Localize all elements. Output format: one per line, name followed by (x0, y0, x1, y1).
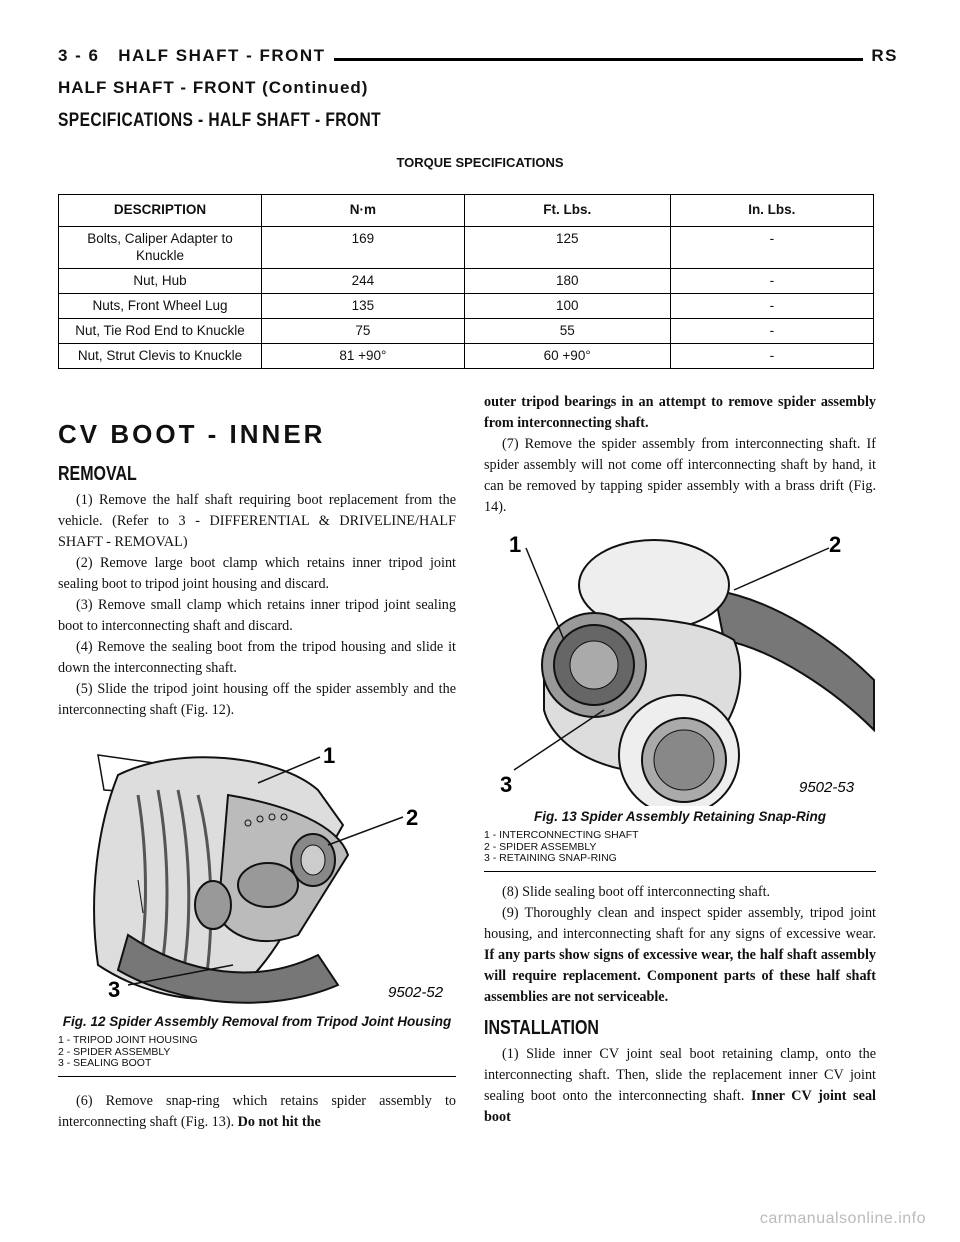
table-cell: - (670, 269, 873, 294)
legend-item: 3 - RETAINING SNAP-RING (484, 852, 617, 864)
table-cell: 55 (464, 319, 670, 344)
table-cell: - (670, 344, 873, 369)
torque-table-title: TORQUE SPECIFICATIONS (396, 155, 564, 170)
removal-step-7: (7) Remove the spider assembly from interconnecting shaft. If spider assembly will not come off interconnecting shaft by hand, it can be removed by tapping spider assembly with a brass drift (Fig. 14). (484, 436, 876, 515)
specifications-title: SPECIFICATIONS - HALF SHAFT - FRONT (58, 110, 382, 131)
table-cell: 244 (262, 269, 465, 294)
step6-continuation-spacer: outer tripod bearings in an attempt to remove spider assembly from interconnecting shaft. (484, 394, 876, 431)
torque-table (58, 194, 874, 369)
fig12-callout-3: 3 (108, 977, 121, 1002)
column-header: In. Lbs. (670, 195, 873, 227)
figure-12 (58, 735, 456, 1077)
table-cell: 75 (262, 319, 465, 344)
table-cell: Bolts, Caliper Adapter to Knuckle (59, 227, 262, 269)
right-column (484, 392, 876, 1128)
section-title: HALF SHAFT - FRONT (118, 46, 326, 65)
table-cell: 125 (464, 227, 670, 269)
removal-step-4: (4) Remove the sealing boot from the tripod housing and slide it down the interconnecting shaft. (58, 639, 456, 676)
watermark: carmanualsonline.info (759, 1210, 926, 1227)
removal-step-9 (484, 903, 876, 1008)
fig13-code: 9502-53 (799, 779, 855, 796)
table-row (59, 227, 874, 269)
table-cell: Nuts, Front Wheel Lug (59, 294, 262, 319)
table-row (59, 269, 874, 294)
legend-item: 3 - SEALING BOOT (58, 1057, 152, 1069)
table-cell: Nut, Strut Clevis to Knuckle (59, 344, 262, 369)
fig13-callout-1: 1 (509, 532, 522, 557)
column-header: N·m (262, 195, 465, 227)
step6-text: (6) Remove snap-ring which retains spider assembly to interconnecting shaft (Fig. 13). (58, 1092, 456, 1130)
table-cell: - (670, 227, 873, 269)
fig12-callout-2: 2 (406, 805, 419, 830)
table-cell: Nut, Hub (59, 269, 262, 294)
model-code: RS (863, 46, 898, 66)
removal-step-6 (58, 1091, 456, 1133)
step9-warning: If any parts show signs of excessive wear, the half shaft assembly will require replacement. Component parts of these half shaft assemblies are not serviceable. (484, 946, 876, 1005)
continued-title: HALF SHAFT - FRONT (Continued) (58, 78, 369, 97)
table-cell: - (670, 319, 873, 344)
table-cell: 60 +90° (464, 344, 670, 369)
install-step1-text: (1) Slide inner CV joint seal boot retaining clamp, onto the interconnecting shaft. Then, slide the replacement inner CV joint sealing boot onto the interconnecting shaft. (484, 1045, 876, 1104)
fig12-callout-1: 1 (323, 743, 336, 768)
fig13-callout-3: 3 (500, 772, 513, 797)
fig13-callout-2: 2 (829, 532, 842, 557)
left-column (58, 419, 456, 1133)
table-cell: 81 +90° (262, 344, 465, 369)
removal-heading: REMOVAL (58, 463, 137, 485)
table-header-row (59, 195, 874, 227)
step9-text: (9) Thoroughly clean and inspect spider assembly, tripod joint housing, and interconnecting shaft for any signs of excessive wear. (484, 904, 876, 942)
cv-boot-title: CV BOOT - INNER (58, 419, 326, 449)
step6-warning: Do not hit the (237, 1113, 321, 1130)
legend-item: 1 - INTERCONNECTING SHAFT (484, 829, 639, 841)
install-step1-bold: Inner CV joint seal boot (484, 1087, 876, 1125)
page-number: 3 - 6 (58, 46, 100, 65)
table-cell: Nut, Tie Rod End to Knuckle (59, 319, 262, 344)
header-left (58, 46, 334, 66)
table-cell: 100 (464, 294, 670, 319)
removal-step-3: (3) Remove small clamp which retains inner tripod joint sealing boot to interconnecting shaft and discard. (58, 597, 456, 634)
table-cell: 180 (464, 269, 670, 294)
fig13-illustration (484, 530, 876, 806)
installation-step-1 (484, 1044, 876, 1128)
column-header: Ft. Lbs. (464, 195, 670, 227)
table-row (59, 319, 874, 344)
removal-step-5: (5) Slide the tripod joint housing off the spider assembly and the interconnecting shaft (Fig. 12). (58, 681, 456, 718)
fig13-caption: Fig. 13 Spider Assembly Retaining Snap-Ring (533, 809, 827, 824)
legend-item: 1 - TRIPOD JOINT HOUSING (58, 1034, 198, 1046)
installation-heading: INSTALLATION (484, 1016, 599, 1039)
fig12-illustration (58, 735, 456, 1011)
legend-item: 2 - SPIDER ASSEMBLY (58, 1045, 171, 1058)
fig12-legend (58, 1035, 456, 1077)
removal-step-8: (8) Slide sealing boot off interconnecting shaft. (502, 883, 771, 900)
table-cell: - (670, 294, 873, 319)
table-row (59, 294, 874, 319)
removal-step-1: (1) Remove the half shaft requiring boot replacement from the vehicle. (Refer to 3 - DIFFERENTIAL & DRIVELINE/HALF SHAFT - REMOVAL) (58, 492, 456, 550)
table-row (59, 344, 874, 369)
table-cell: 169 (262, 227, 465, 269)
page-header (58, 46, 898, 74)
figure-13 (484, 530, 876, 872)
column-header: DESCRIPTION (59, 195, 262, 227)
legend-item: 2 - SPIDER ASSEMBLY (484, 840, 597, 853)
fig13-legend (484, 830, 876, 872)
fig12-caption: Fig. 12 Spider Assembly Removal from Tripod Joint Housing (62, 1014, 452, 1029)
removal-step-2: (2) Remove large boot clamp which retains inner tripod joint sealing boot to tripod joint housing and discard. (58, 555, 456, 592)
fig12-code: 9502-52 (388, 984, 444, 1001)
table-cell: 135 (262, 294, 465, 319)
